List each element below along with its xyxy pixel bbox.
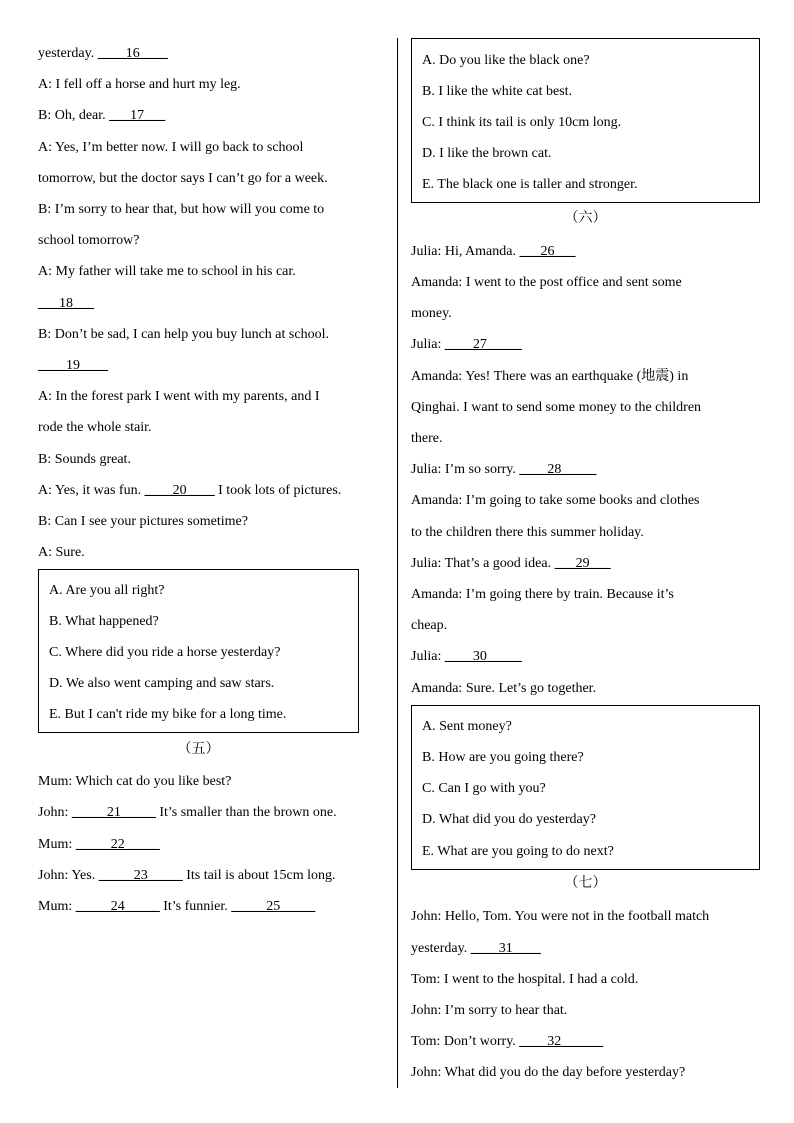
dialog-line: Julia: ____27_____ bbox=[411, 337, 522, 352]
dialog-line: Amanda: Sure. Let’s go together. bbox=[411, 681, 597, 696]
dialog-line: B: Sounds great. bbox=[38, 452, 131, 467]
option-d: D. I like the brown cat. bbox=[422, 146, 552, 161]
blank-24: _____24_____ bbox=[75, 899, 160, 914]
dialog-line: tomorrow, but the doctor says I can’t go for a week. bbox=[38, 171, 328, 186]
dialog-line: school tomorrow? bbox=[38, 233, 140, 248]
blank-25: _____25_____ bbox=[231, 899, 316, 914]
dialog-line: A: In the forest park I went with my parents, and I bbox=[38, 389, 320, 404]
options-box-4 bbox=[38, 569, 359, 733]
dialog-line: B: Don’t be sad, I can help you buy lunch at school. bbox=[38, 327, 329, 342]
dialog-line: Amanda: I’m going there by train. Because it’s bbox=[411, 587, 674, 602]
dialog-line: Julia: ____30_____ bbox=[411, 649, 522, 664]
option-b: B. How are you going there? bbox=[422, 750, 584, 765]
dialog-line: Julia: I’m so sorry. ____28_____ bbox=[411, 462, 597, 477]
blank-23: _____23_____ bbox=[98, 868, 183, 883]
option-a: A. Are you all right? bbox=[49, 583, 165, 598]
dialog-line: John: I’m sorry to hear that. bbox=[411, 1003, 568, 1018]
dialog-line: there. bbox=[411, 431, 443, 446]
dialog-line: Tom: I went to the hospital. I had a cold. bbox=[411, 972, 639, 987]
dialog-line: A: I fell off a horse and hurt my leg. bbox=[38, 77, 241, 92]
options-box-5 bbox=[411, 38, 760, 203]
dialog-line: yesterday. ____16____ bbox=[38, 46, 168, 61]
dialog-line: Tom: Don’t worry. ____32______ bbox=[411, 1034, 604, 1049]
blank-17: ___17___ bbox=[109, 108, 166, 123]
option-a: A. Do you like the black one? bbox=[422, 53, 590, 68]
blank-20: ____20____ bbox=[144, 483, 215, 498]
dialog-line: Mum: Which cat do you like best? bbox=[38, 774, 232, 789]
blank-32: ____32______ bbox=[519, 1034, 604, 1049]
blank-30: ____30_____ bbox=[444, 649, 522, 664]
dialog-line: Qinghai. I want to send some money to the children bbox=[411, 400, 702, 415]
options-box-6 bbox=[411, 705, 760, 870]
dialog-line: Amanda: Yes! There was an earthquake (地震) in bbox=[411, 369, 689, 384]
dialog-line: A: Yes, I’m better now. I will go back to school bbox=[38, 140, 304, 155]
option-c: C. I think its tail is only 10cm long. bbox=[422, 115, 622, 130]
dialog-line: John: What did you do the day before yesterday? bbox=[411, 1065, 686, 1080]
option-d: D. We also went camping and saw stars. bbox=[49, 676, 275, 691]
dialog-line: rode the whole stair. bbox=[38, 420, 152, 435]
dialog-line: cheap. bbox=[411, 618, 448, 633]
dialog-line: Mum: _____22_____ bbox=[38, 837, 160, 852]
option-b: B. I like the white cat best. bbox=[422, 84, 573, 99]
option-d: D. What did you do yesterday? bbox=[422, 812, 596, 827]
dialog-line: money. bbox=[411, 306, 452, 321]
option-b: B. What happened? bbox=[49, 614, 159, 629]
option-c: C. Can I go with you? bbox=[422, 781, 546, 796]
dialog-line: Amanda: I’m going to take some books and clothes bbox=[411, 493, 700, 508]
option-c: C. Where did you ride a horse yesterday? bbox=[49, 645, 281, 660]
dialog-line: John: Hello, Tom. You were not in the football match bbox=[411, 909, 710, 924]
blank-18: ___18___ bbox=[38, 296, 94, 311]
dialog-line: Mum: _____24_____ It’s funnier. _____25_____ bbox=[38, 899, 316, 914]
dialog-line: John: Yes. _____23_____ Its tail is about 15cm long. bbox=[38, 868, 336, 883]
dialog-line: B: Oh, dear. ___17___ bbox=[38, 108, 166, 123]
dialog-line: A: Yes, it was fun. ____20____ I took lots of pictures. bbox=[38, 483, 342, 498]
dialog-line: A: Sure. bbox=[38, 545, 85, 560]
section-heading-5: （五） bbox=[177, 742, 220, 757]
dialog-line: to the children there this summer holiday. bbox=[411, 525, 644, 540]
blank-21: _____21_____ bbox=[71, 805, 156, 820]
option-e: E. But I can't ride my bike for a long time. bbox=[49, 707, 287, 722]
blank-28: ____28_____ bbox=[519, 462, 597, 477]
dialog-line: Julia: Hi, Amanda. ___26___ bbox=[411, 244, 576, 259]
blank-26: ___26___ bbox=[519, 244, 576, 259]
dialog-line: B: I’m sorry to hear that, but how will you come to bbox=[38, 202, 325, 217]
option-e: E. What are you going to do next? bbox=[422, 844, 614, 859]
column-divider bbox=[397, 38, 398, 1088]
blank-29: ___29___ bbox=[554, 556, 611, 571]
dialog-line bbox=[38, 296, 94, 312]
blank-27: ____27_____ bbox=[444, 337, 522, 352]
dialog-line: B: Can I see your pictures sometime? bbox=[38, 514, 248, 529]
blank-31: ____31____ bbox=[470, 941, 541, 956]
blank-19: ____19____ bbox=[38, 358, 108, 373]
dialog-line: yesterday. ____31____ bbox=[411, 941, 541, 956]
dialog-line: Julia: That’s a good idea. ___29___ bbox=[411, 556, 611, 571]
dialog-line: Amanda: I went to the post office and sent some bbox=[411, 275, 682, 290]
blank-22: _____22_____ bbox=[75, 837, 160, 852]
section-heading-7: （七） bbox=[564, 876, 607, 891]
option-a: A. Sent money? bbox=[422, 719, 512, 734]
dialog-line: A: My father will take me to school in his car. bbox=[38, 264, 296, 279]
blank-16: ____16____ bbox=[97, 46, 168, 61]
option-e: E. The black one is taller and stronger. bbox=[422, 177, 638, 192]
dialog-line: John: _____21_____ It’s smaller than the brown one. bbox=[38, 805, 337, 820]
dialog-line bbox=[38, 358, 108, 374]
section-heading-6: （六） bbox=[564, 211, 607, 226]
